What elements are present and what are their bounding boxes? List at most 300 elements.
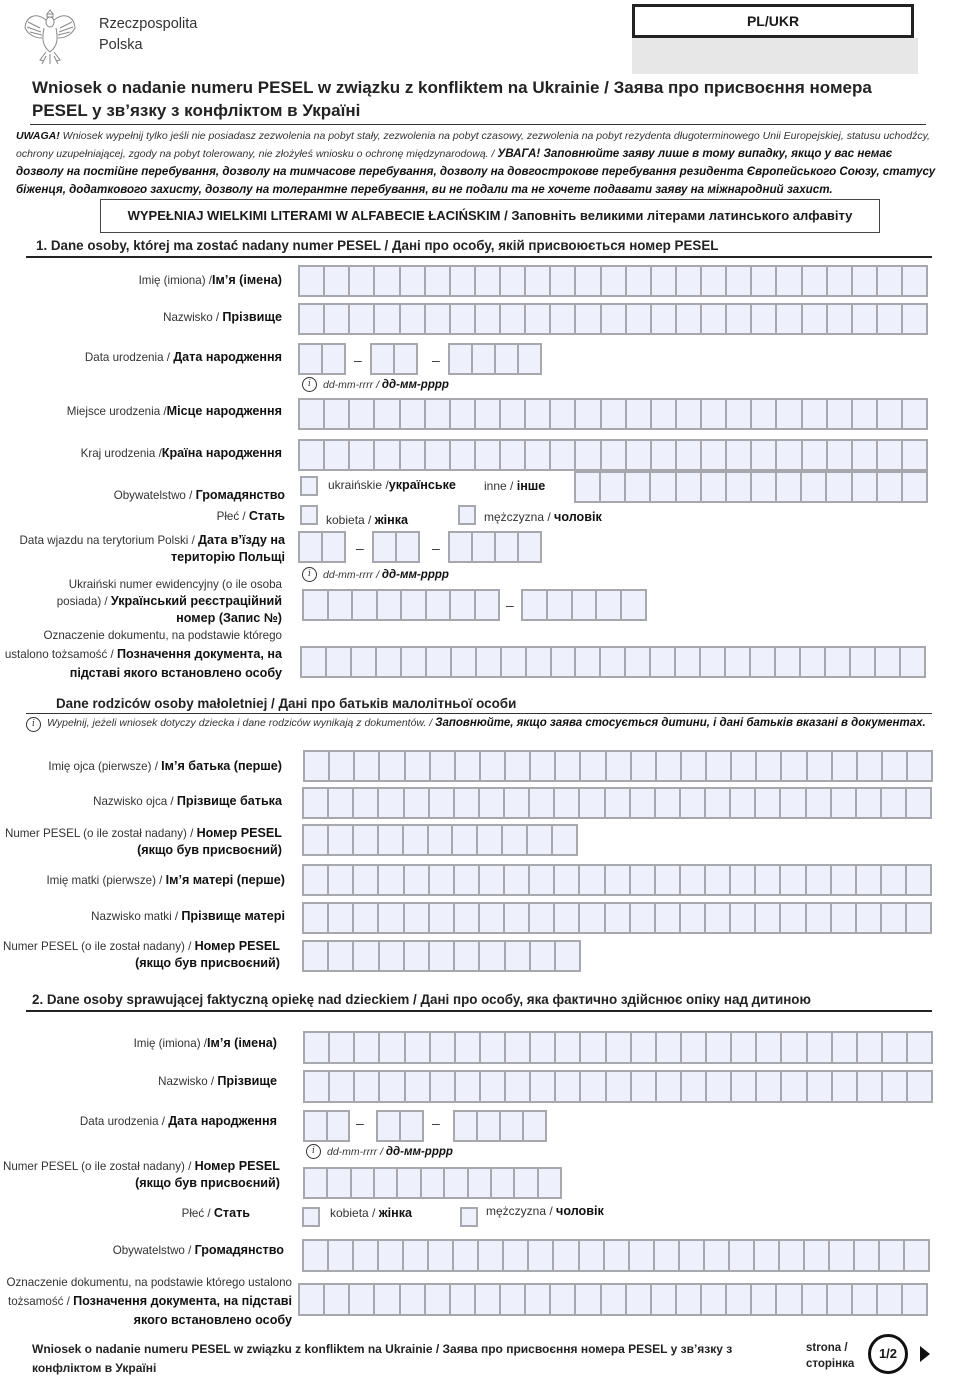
character-cell[interactable] [601, 473, 626, 501]
character-cell[interactable] [657, 752, 682, 780]
character-cell[interactable] [551, 305, 576, 333]
character-cell[interactable] [732, 752, 757, 780]
character-cell[interactable] [325, 1285, 350, 1314]
character-cell[interactable] [756, 904, 781, 932]
birth-month-field[interactable] [370, 343, 418, 375]
character-cell[interactable] [602, 400, 627, 428]
character-cell[interactable] [552, 648, 577, 676]
character-cell[interactable] [445, 1169, 468, 1197]
ukr-number-part1-field[interactable] [302, 589, 500, 621]
character-cell[interactable] [903, 400, 926, 428]
character-cell[interactable] [480, 942, 505, 970]
character-cell[interactable] [878, 267, 903, 295]
character-cell[interactable] [527, 648, 552, 676]
birth-country-field[interactable] [298, 439, 928, 471]
character-cell[interactable] [456, 1072, 481, 1101]
sex-female-checkbox[interactable] [300, 505, 318, 525]
character-cell[interactable] [473, 533, 496, 561]
character-cell[interactable] [807, 789, 832, 817]
character-cell[interactable] [304, 904, 329, 932]
character-cell[interactable] [325, 400, 350, 428]
character-cell[interactable] [858, 752, 883, 780]
character-cell[interactable] [451, 591, 476, 619]
character-cell[interactable] [581, 1033, 606, 1062]
character-cell[interactable] [606, 904, 631, 932]
entry-month-field[interactable] [372, 531, 420, 563]
character-cell[interactable] [732, 1072, 757, 1101]
character-cell[interactable] [354, 789, 379, 817]
character-cell[interactable] [379, 826, 404, 854]
character-cell[interactable] [456, 1033, 481, 1062]
character-cell[interactable] [506, 942, 531, 970]
mother-pesel-field[interactable] [302, 940, 581, 972]
character-cell[interactable] [481, 1033, 506, 1062]
guardian-surname-field[interactable] [303, 1070, 933, 1103]
character-cell[interactable] [631, 904, 656, 932]
character-cell[interactable] [526, 1285, 551, 1314]
character-cell[interactable] [883, 1033, 908, 1062]
mother-name-field[interactable] [302, 864, 932, 896]
character-cell[interactable] [732, 1033, 757, 1062]
character-cell[interactable] [431, 1033, 456, 1062]
character-cell[interactable] [372, 345, 395, 373]
character-cell[interactable] [757, 752, 782, 780]
character-cell[interactable] [455, 904, 480, 932]
character-cell[interactable] [707, 1033, 732, 1062]
citizenship-ukrainian-checkbox[interactable] [300, 476, 318, 496]
character-cell[interactable] [731, 904, 756, 932]
character-cell[interactable] [781, 789, 806, 817]
character-cell[interactable] [657, 1072, 682, 1101]
character-cell[interactable] [780, 1241, 805, 1270]
character-cell[interactable] [426, 441, 451, 469]
character-cell[interactable] [506, 1072, 531, 1101]
character-cell[interactable] [880, 1241, 905, 1270]
character-cell[interactable] [805, 1241, 830, 1270]
character-cell[interactable] [496, 345, 519, 373]
character-cell[interactable] [605, 1241, 630, 1270]
character-cell[interactable] [404, 826, 429, 854]
character-cell[interactable] [551, 441, 576, 469]
birth-place-field[interactable] [298, 398, 928, 430]
character-cell[interactable] [350, 1285, 375, 1314]
character-cell[interactable] [857, 904, 882, 932]
character-cell[interactable] [325, 267, 350, 295]
character-cell[interactable] [406, 1033, 431, 1062]
character-cell[interactable] [857, 866, 882, 894]
character-cell[interactable] [731, 866, 756, 894]
character-cell[interactable] [325, 441, 350, 469]
character-cell[interactable] [350, 441, 375, 469]
character-cell[interactable] [853, 305, 878, 333]
character-cell[interactable] [576, 400, 601, 428]
character-cell[interactable] [300, 533, 323, 561]
character-cell[interactable] [496, 533, 519, 561]
character-cell[interactable] [526, 400, 551, 428]
character-cell[interactable] [378, 1112, 401, 1140]
character-cell[interactable] [903, 1285, 926, 1314]
character-cell[interactable] [808, 1033, 833, 1062]
character-cell[interactable] [506, 1033, 531, 1062]
character-cell[interactable] [656, 789, 681, 817]
character-cell[interactable] [853, 473, 878, 501]
character-cell[interactable] [450, 533, 473, 561]
character-cell[interactable] [876, 648, 901, 676]
character-cell[interactable] [300, 400, 325, 428]
character-cell[interactable] [777, 473, 802, 501]
character-cell[interactable] [707, 752, 732, 780]
character-cell[interactable] [752, 400, 777, 428]
character-cell[interactable] [627, 1285, 652, 1314]
character-cell[interactable] [776, 648, 801, 676]
character-cell[interactable] [402, 591, 427, 619]
character-cell[interactable] [330, 1033, 355, 1062]
character-cell[interactable] [606, 866, 631, 894]
character-cell[interactable] [580, 904, 605, 932]
character-cell[interactable] [681, 789, 706, 817]
entry-year-field[interactable] [448, 531, 542, 563]
character-cell[interactable] [677, 473, 702, 501]
character-cell[interactable] [782, 1072, 807, 1101]
character-cell[interactable] [752, 1285, 777, 1314]
character-cell[interactable] [305, 1169, 328, 1197]
character-cell[interactable] [707, 1072, 732, 1101]
character-cell[interactable] [451, 267, 476, 295]
character-cell[interactable] [531, 1033, 556, 1062]
character-cell[interactable] [430, 904, 455, 932]
character-cell[interactable] [375, 1285, 400, 1314]
character-cell[interactable] [476, 400, 501, 428]
character-cell[interactable] [401, 305, 426, 333]
character-cell[interactable] [878, 1285, 903, 1314]
character-cell[interactable] [631, 866, 656, 894]
character-cell[interactable] [478, 1112, 501, 1140]
character-cell[interactable] [548, 591, 573, 619]
character-cell[interactable] [350, 400, 375, 428]
character-cell[interactable] [727, 305, 752, 333]
character-cell[interactable] [481, 752, 506, 780]
character-cell[interactable] [727, 473, 752, 501]
character-cell[interactable] [878, 441, 903, 469]
character-cell[interactable] [853, 1285, 878, 1314]
character-cell[interactable] [853, 267, 878, 295]
character-cell[interactable] [454, 1241, 479, 1270]
entry-day-field[interactable] [298, 531, 346, 563]
character-cell[interactable] [630, 1241, 655, 1270]
character-cell[interactable] [832, 866, 857, 894]
character-cell[interactable] [702, 473, 727, 501]
character-cell[interactable] [401, 1112, 422, 1140]
character-cell[interactable] [828, 267, 853, 295]
character-cell[interactable] [476, 441, 501, 469]
character-cell[interactable] [702, 1285, 727, 1314]
character-cell[interactable] [300, 345, 323, 373]
character-cell[interactable] [476, 267, 501, 295]
character-cell[interactable] [405, 942, 430, 970]
character-cell[interactable] [380, 752, 405, 780]
character-cell[interactable] [832, 904, 857, 932]
character-cell[interactable] [757, 1072, 782, 1101]
character-cell[interactable] [501, 441, 526, 469]
character-cell[interactable] [777, 1285, 802, 1314]
character-cell[interactable] [505, 904, 530, 932]
character-cell[interactable] [853, 400, 878, 428]
character-cell[interactable] [451, 305, 476, 333]
character-cell[interactable] [354, 866, 379, 894]
character-cell[interactable] [302, 648, 327, 676]
character-cell[interactable] [455, 942, 480, 970]
character-cell[interactable] [401, 400, 426, 428]
character-cell[interactable] [803, 305, 828, 333]
character-cell[interactable] [752, 267, 777, 295]
character-cell[interactable] [727, 1285, 752, 1314]
character-cell[interactable] [355, 752, 380, 780]
character-cell[interactable] [300, 305, 325, 333]
character-cell[interactable] [857, 789, 882, 817]
character-cell[interactable] [680, 1241, 705, 1270]
character-cell[interactable] [501, 1112, 524, 1140]
character-cell[interactable] [375, 1169, 398, 1197]
character-cell[interactable] [539, 1169, 560, 1197]
character-cell[interactable] [908, 1033, 931, 1062]
character-cell[interactable] [304, 866, 329, 894]
character-cell[interactable] [803, 267, 828, 295]
character-cell[interactable] [453, 826, 478, 854]
character-cell[interactable] [354, 826, 379, 854]
character-cell[interactable] [752, 473, 777, 501]
character-cell[interactable] [530, 866, 555, 894]
character-cell[interactable] [807, 866, 832, 894]
guardian-first-name-field[interactable] [303, 1031, 933, 1064]
character-cell[interactable] [853, 441, 878, 469]
character-cell[interactable] [397, 533, 418, 561]
character-cell[interactable] [601, 648, 626, 676]
character-cell[interactable] [652, 267, 677, 295]
character-cell[interactable] [405, 904, 430, 932]
character-cell[interactable] [752, 305, 777, 333]
character-cell[interactable] [330, 1072, 355, 1101]
character-cell[interactable] [515, 1169, 538, 1197]
character-cell[interactable] [523, 591, 548, 619]
character-cell[interactable] [901, 648, 924, 676]
character-cell[interactable] [304, 591, 329, 619]
character-cell[interactable] [551, 400, 576, 428]
character-cell[interactable] [355, 1072, 380, 1101]
character-cell[interactable] [451, 441, 476, 469]
character-cell[interactable] [677, 267, 702, 295]
character-cell[interactable] [576, 1285, 601, 1314]
character-cell[interactable] [503, 826, 528, 854]
character-cell[interactable] [353, 591, 378, 619]
guardian-pesel-field[interactable] [303, 1167, 562, 1199]
character-cell[interactable] [882, 904, 907, 932]
character-cell[interactable] [606, 789, 631, 817]
character-cell[interactable] [883, 752, 908, 780]
character-cell[interactable] [903, 441, 926, 469]
character-cell[interactable] [455, 789, 480, 817]
character-cell[interactable] [506, 752, 531, 780]
character-cell[interactable] [305, 1072, 330, 1101]
character-cell[interactable] [627, 267, 652, 295]
character-cell[interactable] [404, 1241, 429, 1270]
character-cell[interactable] [858, 1072, 883, 1101]
character-cell[interactable] [505, 866, 530, 894]
character-cell[interactable] [304, 789, 329, 817]
character-cell[interactable] [727, 267, 752, 295]
character-cell[interactable] [379, 789, 404, 817]
character-cell[interactable] [803, 441, 828, 469]
character-cell[interactable] [551, 1285, 576, 1314]
character-cell[interactable] [352, 1169, 375, 1197]
character-cell[interactable] [781, 904, 806, 932]
character-cell[interactable] [626, 473, 651, 501]
character-cell[interactable] [427, 591, 452, 619]
character-cell[interactable] [380, 1072, 405, 1101]
character-cell[interactable] [429, 1241, 454, 1270]
guardian-birth-year-field[interactable] [453, 1110, 547, 1142]
character-cell[interactable] [456, 752, 481, 780]
character-cell[interactable] [519, 345, 540, 373]
character-cell[interactable] [802, 473, 827, 501]
character-cell[interactable] [607, 1072, 632, 1101]
character-cell[interactable] [480, 904, 505, 932]
character-cell[interactable] [706, 866, 731, 894]
character-cell[interactable] [504, 1241, 529, 1270]
character-cell[interactable] [329, 866, 354, 894]
character-cell[interactable] [354, 904, 379, 932]
character-cell[interactable] [632, 752, 657, 780]
father-name-field[interactable] [303, 750, 933, 782]
character-cell[interactable] [706, 789, 731, 817]
character-cell[interactable] [702, 267, 727, 295]
character-cell[interactable] [426, 1285, 451, 1314]
character-cell[interactable] [808, 1072, 833, 1101]
character-cell[interactable] [530, 789, 555, 817]
character-cell[interactable] [803, 400, 828, 428]
character-cell[interactable] [855, 1241, 880, 1270]
character-cell[interactable] [781, 866, 806, 894]
character-cell[interactable] [329, 789, 354, 817]
character-cell[interactable] [380, 1033, 405, 1062]
character-cell[interactable] [531, 1072, 556, 1101]
character-cell[interactable] [655, 1241, 680, 1270]
character-cell[interactable] [580, 866, 605, 894]
character-cell[interactable] [555, 866, 580, 894]
character-cell[interactable] [755, 1241, 780, 1270]
character-cell[interactable] [501, 1285, 526, 1314]
mother-surname-field[interactable] [302, 902, 932, 934]
character-cell[interactable] [702, 441, 727, 469]
character-cell[interactable] [576, 473, 601, 501]
character-cell[interactable] [300, 1285, 325, 1314]
character-cell[interactable] [501, 400, 526, 428]
character-cell[interactable] [505, 789, 530, 817]
character-cell[interactable] [652, 1285, 677, 1314]
character-cell[interactable] [352, 648, 377, 676]
character-cell[interactable] [903, 473, 926, 501]
character-cell[interactable] [380, 942, 405, 970]
character-cell[interactable] [406, 752, 431, 780]
character-cell[interactable] [305, 1112, 328, 1140]
character-cell[interactable] [676, 648, 701, 676]
character-cell[interactable] [405, 789, 430, 817]
character-cell[interactable] [379, 866, 404, 894]
character-cell[interactable] [907, 789, 930, 817]
character-cell[interactable] [476, 305, 501, 333]
character-cell[interactable] [652, 441, 677, 469]
character-cell[interactable] [756, 866, 781, 894]
character-cell[interactable] [903, 305, 926, 333]
character-cell[interactable] [430, 866, 455, 894]
character-cell[interactable] [581, 1072, 606, 1101]
character-cell[interactable] [304, 942, 329, 970]
character-cell[interactable] [469, 1169, 492, 1197]
character-cell[interactable] [300, 267, 325, 295]
character-cell[interactable] [375, 441, 400, 469]
character-cell[interactable] [828, 441, 853, 469]
character-cell[interactable] [576, 648, 601, 676]
character-cell[interactable] [677, 441, 702, 469]
character-cell[interactable] [627, 400, 652, 428]
character-cell[interactable] [427, 648, 452, 676]
guardian-id-document-field[interactable] [298, 1283, 928, 1316]
character-cell[interactable] [556, 1033, 581, 1062]
character-cell[interactable] [701, 648, 726, 676]
character-cell[interactable] [632, 1072, 657, 1101]
character-cell[interactable] [519, 533, 540, 561]
character-cell[interactable] [526, 305, 551, 333]
character-cell[interactable] [329, 942, 354, 970]
character-cell[interactable] [526, 267, 551, 295]
character-cell[interactable] [477, 648, 502, 676]
guardian-birth-month-field[interactable] [376, 1110, 424, 1142]
character-cell[interactable] [905, 1241, 928, 1270]
character-cell[interactable] [501, 305, 526, 333]
character-cell[interactable] [405, 866, 430, 894]
guardian-sex-male-checkbox[interactable] [460, 1207, 478, 1227]
character-cell[interactable] [480, 789, 505, 817]
character-cell[interactable] [556, 1072, 581, 1101]
character-cell[interactable] [777, 400, 802, 428]
character-cell[interactable] [757, 1033, 782, 1062]
character-cell[interactable] [576, 305, 601, 333]
character-cell[interactable] [808, 752, 833, 780]
character-cell[interactable] [651, 648, 676, 676]
character-cell[interactable] [473, 345, 496, 373]
character-cell[interactable] [627, 441, 652, 469]
character-cell[interactable] [378, 591, 403, 619]
character-cell[interactable] [727, 400, 752, 428]
character-cell[interactable] [402, 648, 427, 676]
character-cell[interactable] [328, 1169, 351, 1197]
first-name-field[interactable] [298, 265, 928, 297]
character-cell[interactable] [554, 1241, 579, 1270]
character-cell[interactable] [652, 400, 677, 428]
character-cell[interactable] [422, 1169, 445, 1197]
character-cell[interactable] [652, 305, 677, 333]
character-cell[interactable] [329, 826, 354, 854]
character-cell[interactable] [501, 267, 526, 295]
character-cell[interactable] [354, 942, 379, 970]
character-cell[interactable] [379, 904, 404, 932]
character-cell[interactable] [478, 826, 503, 854]
character-cell[interactable] [355, 1033, 380, 1062]
character-cell[interactable] [677, 400, 702, 428]
character-cell[interactable] [908, 752, 931, 780]
character-cell[interactable] [726, 648, 751, 676]
character-cell[interactable] [657, 1033, 682, 1062]
character-cell[interactable] [782, 1033, 807, 1062]
